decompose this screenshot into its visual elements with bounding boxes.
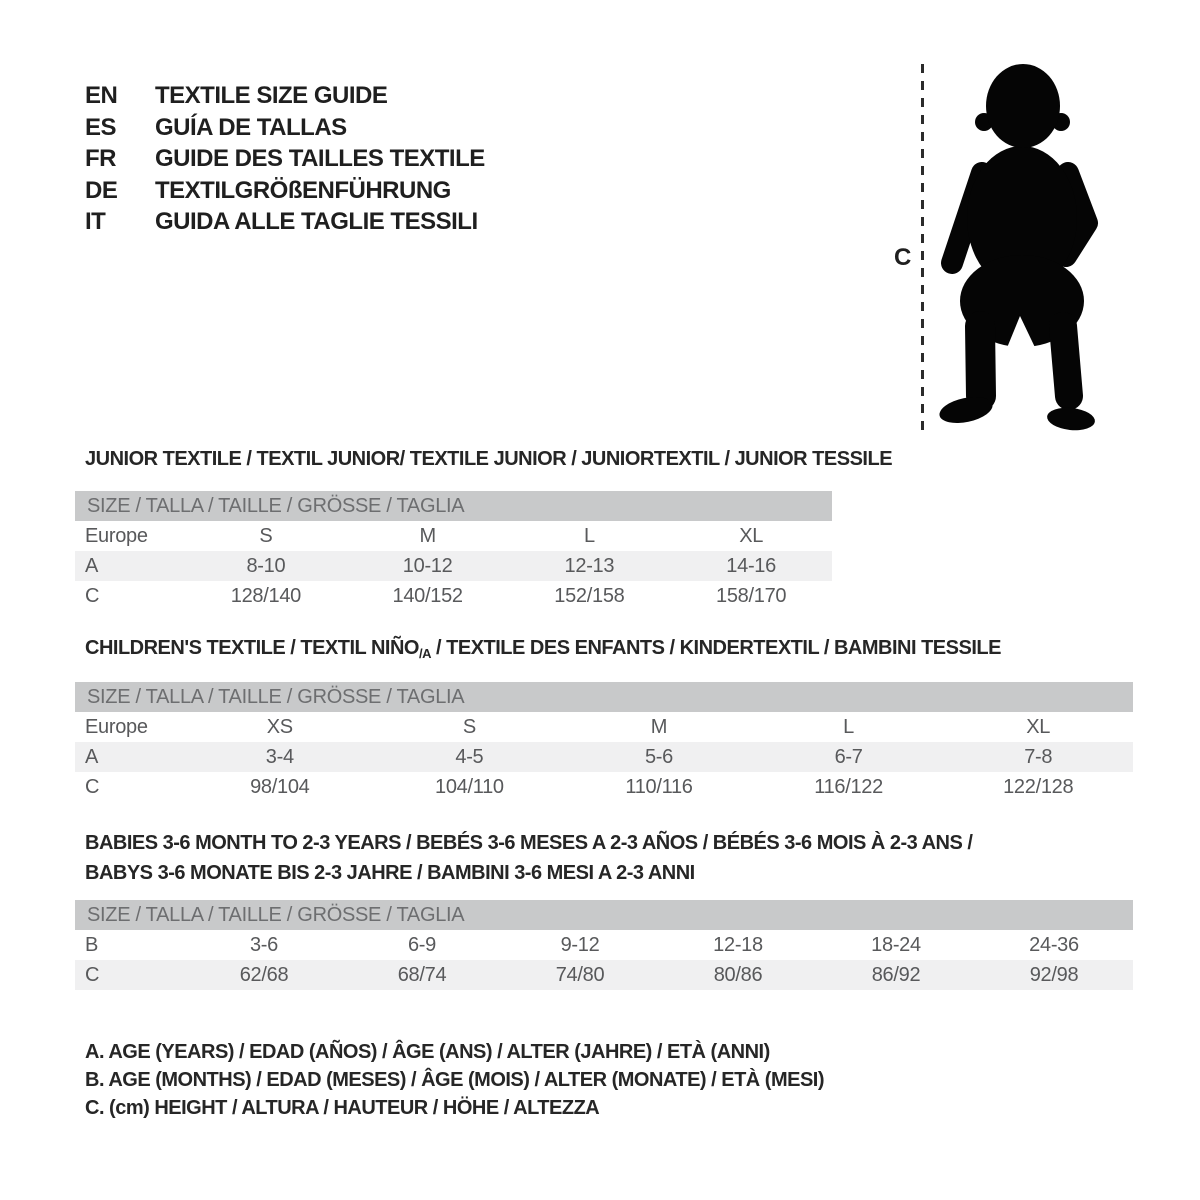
language-code: DE: [85, 176, 118, 204]
size-value: 74/80: [555, 964, 605, 986]
size-value: 6-7: [834, 746, 863, 768]
size-value: 98/104: [250, 776, 310, 798]
size-value: 104/110: [435, 776, 504, 798]
row-label: B: [85, 934, 99, 956]
language-code: IT: [85, 208, 106, 235]
language-row-en: [85, 80, 485, 112]
babies-section-title: [85, 828, 972, 888]
language-title-list: [85, 80, 485, 238]
children-title-pre: CHILDREN'S TEXTILE / TEXTIL NIÑO: [85, 637, 419, 659]
size-value: 4-5: [455, 746, 484, 768]
size-value: 158/170: [716, 585, 787, 607]
junior-section-title: JUNIOR TEXTILE / TEXTIL JUNIOR/ TEXTILE JUNIOR / JUNIORTEXTIL / JUNIOR TESSILE: [85, 448, 893, 470]
language-row-es: [85, 112, 485, 144]
toddler-silhouette-image: [930, 58, 1120, 438]
table-row: [75, 712, 1133, 742]
size-value: 24-36: [1029, 934, 1079, 956]
legend-line-b: B. AGE (MONTHS) / EDAD (MESES) / ÂGE (MOIS) / ALTER (MONATE) / ETÀ (MESI): [85, 1069, 825, 1091]
size-value: XL: [739, 525, 764, 547]
size-value: 3-4: [265, 746, 294, 768]
row-label: C: [85, 585, 100, 607]
table-row: [75, 772, 1133, 802]
row-label: Europe: [85, 525, 148, 547]
row-label: A: [85, 555, 99, 577]
size-header-bar: SIZE / TALLA / TAILLE / GRÖSSE / TAGLIA: [75, 682, 1133, 712]
language-code: ES: [85, 113, 117, 141]
size-value: 12-13: [564, 555, 615, 577]
children-title-sub: /A: [418, 646, 431, 661]
height-measure-dashed-line: [921, 64, 924, 432]
size-value: 7-8: [1024, 746, 1053, 768]
row-label: A: [85, 746, 99, 768]
size-value: 9-12: [560, 934, 600, 956]
row-label: C: [85, 964, 100, 986]
language-row-it: [85, 206, 485, 238]
size-value: XS: [266, 716, 293, 738]
size-value: 140/152: [392, 585, 463, 607]
size-value: 8-10: [246, 555, 286, 577]
table-row: [75, 960, 1133, 990]
size-value: L: [583, 525, 595, 547]
size-value: 110/116: [625, 776, 693, 798]
size-value: 6-9: [407, 934, 436, 956]
size-value: 80/86: [713, 964, 763, 986]
size-value: 10-12: [402, 555, 453, 577]
babies-size-table: [75, 900, 1133, 990]
size-value: 68/74: [397, 964, 447, 986]
table-row: [75, 930, 1133, 960]
size-value: M: [650, 716, 668, 738]
legend-line-c: C. (cm) HEIGHT / ALTURA / HAUTEUR / HÖHE / ALTEZZA: [85, 1097, 600, 1119]
size-value: M: [419, 525, 436, 547]
size-value: 152/158: [554, 585, 625, 607]
table-row: [75, 742, 1133, 772]
guide-title: GUÍA DE TALLAS: [155, 113, 347, 141]
size-value: 3-6: [249, 934, 278, 956]
legend-line-a: A. AGE (YEARS) / EDAD (AÑOS) / ÂGE (ANS) / ALTER (JAHRE) / ETÀ (ANNI): [85, 1041, 770, 1063]
size-value: 86/92: [871, 964, 921, 986]
height-measure-label: C: [894, 244, 912, 271]
junior-size-table: [75, 491, 832, 611]
measurement-legend: [85, 1038, 824, 1122]
babies-title-line2: BABYS 3-6 MONATE BIS 2-3 JAHRE / BAMBINI 3-6 MESI A 2-3 ANNI: [85, 862, 695, 884]
row-label: C: [85, 776, 100, 798]
size-value: 14-16: [726, 555, 776, 577]
size-value: S: [259, 525, 273, 547]
size-value: 122/128: [1003, 776, 1074, 798]
babies-title-line1: BABIES 3-6 MONTH TO 2-3 YEARS / BEBÉS 3-6 MESES A 2-3 AÑOS / BÉBÉS 3-6 MOIS À 2-3 ANS /: [85, 832, 973, 854]
size-value: 18-24: [871, 934, 921, 956]
size-value: 92/98: [1029, 964, 1079, 986]
children-size-table: [75, 682, 1133, 802]
guide-title: GUIDA ALLE TAGLIE TESSILI: [155, 208, 478, 235]
size-value: L: [843, 716, 854, 738]
children-section-title: [85, 633, 1001, 665]
size-value: S: [462, 716, 476, 738]
table-row: [75, 521, 832, 551]
guide-title: TEXTILGRÖßENFÜHRUNG: [155, 176, 451, 204]
table-row: [75, 581, 832, 611]
children-title-post: / TEXTILE DES ENFANTS / KINDERTEXTIL / BAMBINI TESSILE: [430, 637, 1001, 659]
language-code: FR: [85, 145, 116, 172]
language-row-de: [85, 175, 485, 207]
size-value: 12-18: [713, 934, 763, 956]
size-header-bar: SIZE / TALLA / TAILLE / GRÖSSE / TAGLIA: [75, 491, 832, 521]
size-value: 62/68: [239, 964, 289, 986]
guide-title: GUIDE DES TAILLES TEXTILE: [155, 145, 485, 172]
size-value: 116/122: [814, 776, 883, 798]
guide-title: TEXTILE SIZE GUIDE: [155, 82, 388, 109]
language-code: EN: [85, 82, 118, 109]
table-row: [75, 551, 832, 581]
row-label: Europe: [85, 716, 148, 738]
size-header-bar: SIZE / TALLA / TAILLE / GRÖSSE / TAGLIA: [75, 900, 1133, 930]
size-value: 128/140: [230, 585, 301, 607]
language-row-fr: [85, 143, 485, 175]
size-value: XL: [1026, 716, 1051, 738]
size-value: 5-6: [644, 746, 673, 768]
